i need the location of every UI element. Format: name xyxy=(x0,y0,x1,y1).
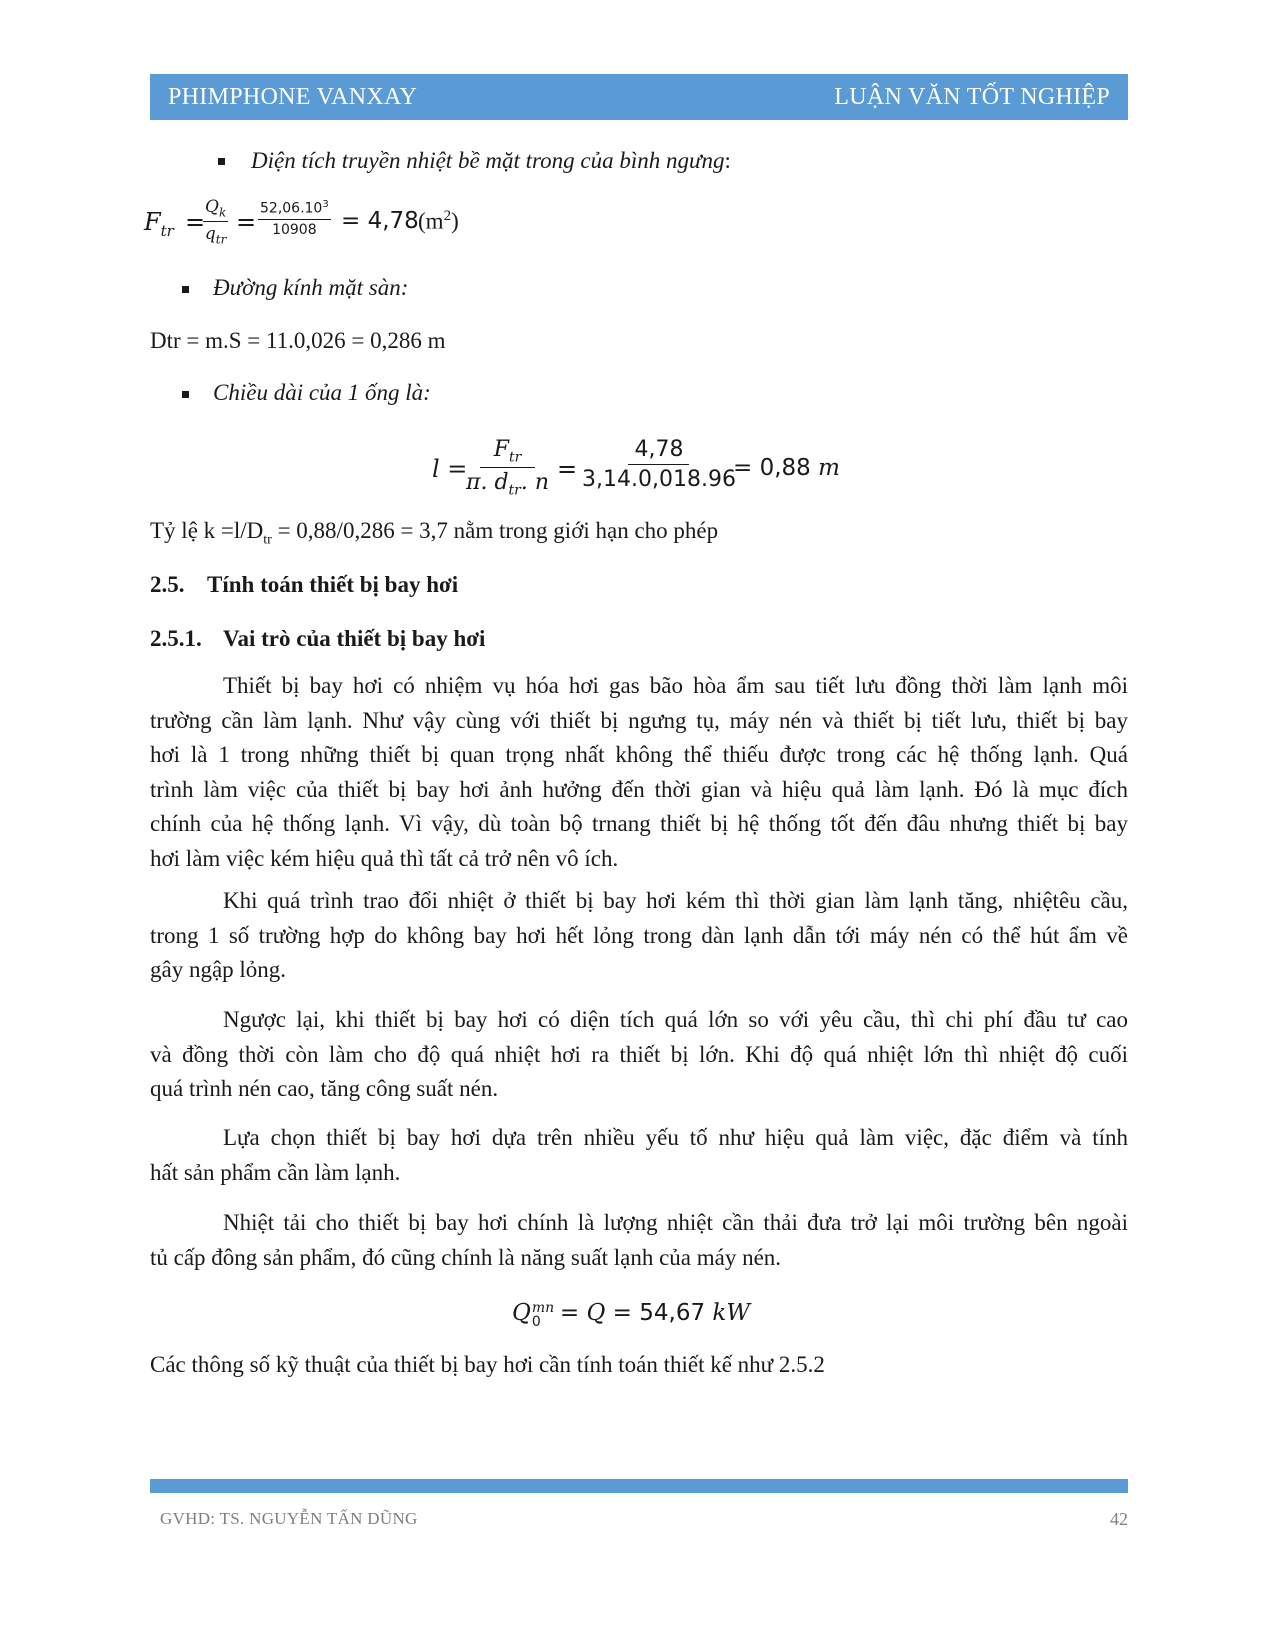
paragraph-5: Nhiệt tải cho thiết bị bay hơi chính là lượng nhiệt cần thải đưa trở lại môi trường bên ngoài tủ cấp đông sản phẩm, đó cũng chính là năng suất lạnh của máy nén. xyxy=(150,1210,1128,1270)
formula-area: $F_{tr}$ xyxy=(144,208,174,240)
fraction-length: $F_{tr}$ π. $d_{tr}$. n xyxy=(466,437,550,499)
header-author: PHIMPHONE VANXAY xyxy=(168,84,418,110)
q-formula: Q mn 0 = Q = 54,67 kW xyxy=(512,1299,750,1330)
length-lhs: l = xyxy=(432,455,468,483)
equals-sign: = xyxy=(185,208,206,236)
section-heading: 2.5. Tính toán thiết bị bay hơi xyxy=(150,572,459,597)
item2-label: Đường kính mặt sàn: xyxy=(213,275,409,300)
area-unit: $(m^2)$ xyxy=(418,208,459,234)
subsection-heading: 2.5.1. Vai trò của thiết bị bay hơi xyxy=(150,626,486,651)
length-result: = 0,88 m xyxy=(733,455,840,481)
fraction-q-ratio: $Q_k$ $q_{tr}$ xyxy=(204,197,227,247)
ratio-line: Tỷ lệ $k =l/D_{tr} = 0,88/0,286 = 3,7$ nằm trong giới hạn cho phép xyxy=(150,518,719,548)
equals-sign: = xyxy=(236,208,257,236)
bullet-icon xyxy=(182,286,189,293)
area-result: = 4,78 xyxy=(341,208,419,234)
bullet-icon xyxy=(182,391,189,398)
paragraph-1: Thiết bị bay hơi có nhiệm vụ hóa hơi gas bão hòa ẩm sau tiết lưu đồng thời làm lạnh môi trường cần làm lạnh. Như vậy cùng với thiết bị ngưng tụ, máy nén và thiết bị tiết lưu, thiết bị bay hơi là 1 trong những thiết bị quan trọng nhất không thể thiếu được trong các hệ thống lạnh. Quá trình làm việc của thiết bị bay hơi ảnh hưởng đến thời gian và hiệu quả làm lạnh. Đó là mục đích chính của hệ thống lạnh. Vì vậy, dù toàn bộ trnang thiết bị hệ thống tốt đến đâu nhưng thiết bị bay hơi làm việc kém hiệu quả thì tất cả trở nên vô ích. xyxy=(150,673,1128,871)
paragraph-4: Lựa chọn thiết bị bay hơi dựa trên nhiều yếu tố như hiệu quả làm việc, đặc điểm và tính hất sản phẩm cần làm lạnh. xyxy=(150,1125,1128,1185)
page-header xyxy=(150,74,1128,120)
item1-label: Diện tích truyền nhiệt bề mặt trong của bình ngưng: xyxy=(251,148,731,173)
bullet-icon xyxy=(218,158,225,165)
item3-label: Chiều dài của 1 ống là: xyxy=(213,380,431,405)
footer-bar xyxy=(150,1479,1128,1493)
footer-advisor: GVHD: TS. NGUYỄN TẤN DŨNG xyxy=(160,1509,418,1528)
closing-line: Các thông số kỹ thuật của thiết bị bay hơi cần tính toán thiết kế như 2.5.2 xyxy=(150,1352,825,1377)
fraction-length-values: $\frac{4,78}{3,14.0,018.96}$ xyxy=(582,437,736,492)
page-number: 42 xyxy=(1110,1509,1128,1529)
fraction-values: $\frac{52,06.10^3}{10908}$ xyxy=(260,199,329,238)
diameter-formula: Dtr = m.S = 11.0,026 = 0,286 m xyxy=(150,328,446,353)
header-title: LUẬN VĂN TỐT NGHIỆP xyxy=(834,84,1110,110)
paragraph-2: Khi quá trình trao đổi nhiệt ở thiết bị bay hơi kém thì thời gian làm lạnh tăng, nhiệtêu cầu, trong 1 số trường hợp do không bay hơi hết lỏng trong dàn lạnh dẫn tới máy nén có thể hút ẩm về gây ngập lỏng. xyxy=(150,888,1128,982)
paragraph-3: Ngược lại, khi thiết bị bay hơi có diện tích quá lớn so với yêu cầu, thì chi phí đầu tư cao và đồng thời còn làm cho độ quá nhiệt hơi ra thiết bị lớn. Khi độ quá nhiệt lớn thì nhiệt độ cuối quá trình nén cao, tăng công suất nén. xyxy=(150,1007,1128,1101)
equals-sign: = xyxy=(557,455,578,483)
